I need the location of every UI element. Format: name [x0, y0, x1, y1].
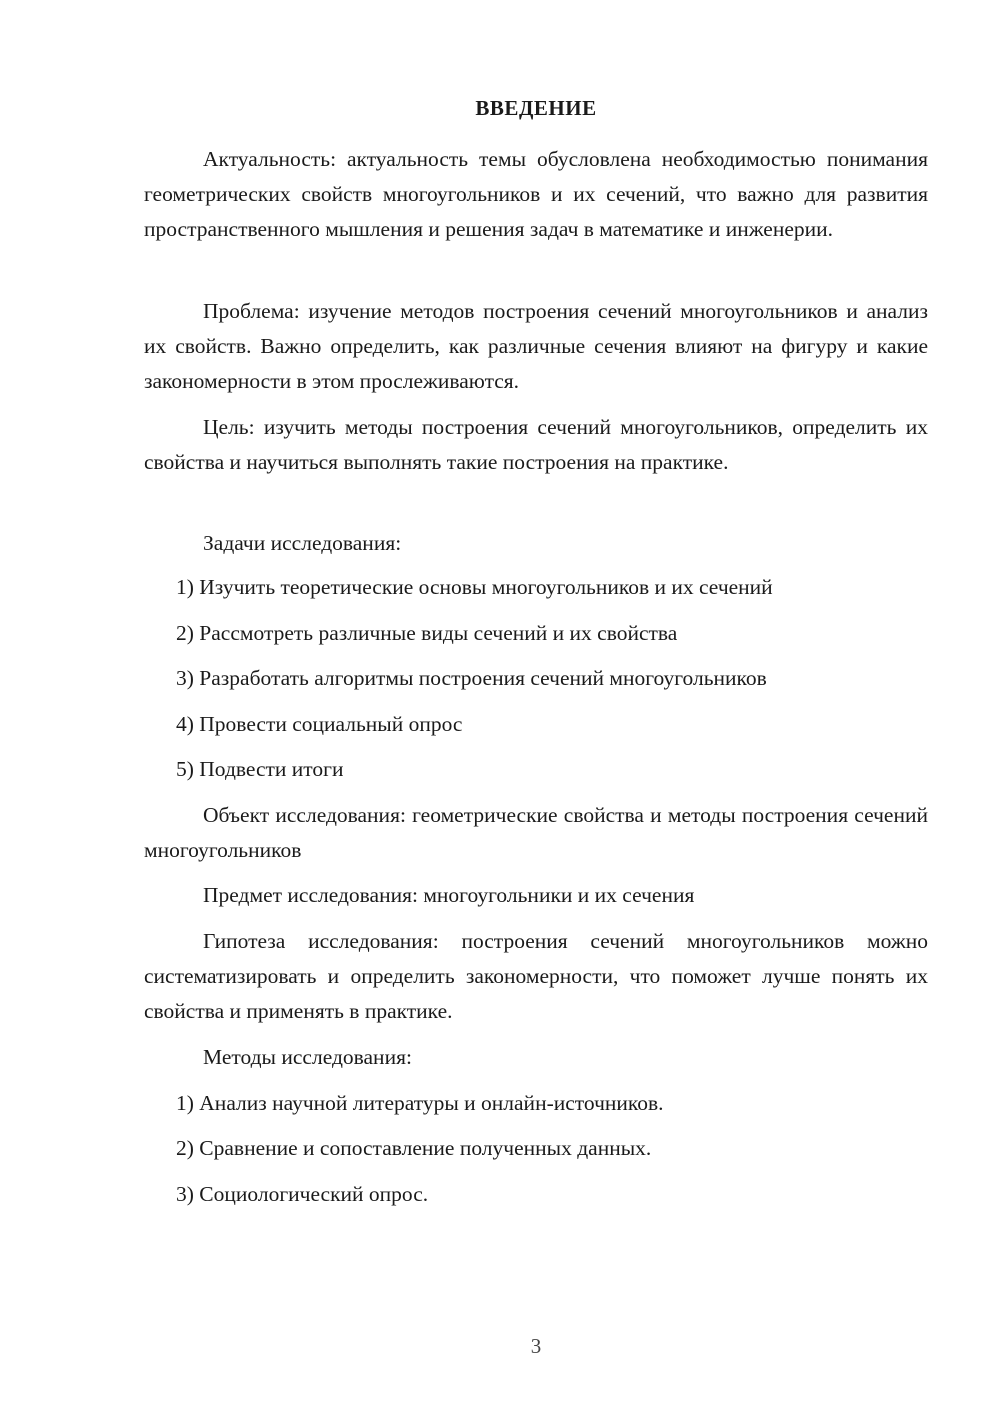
section-heading: ВВЕДЕНИЕ: [475, 96, 597, 120]
subject-paragraph: Предмет исследования: многоугольники и их сечения: [203, 883, 695, 907]
method-item-1: 1) Анализ научной литературы и онлайн-источников.: [176, 1091, 664, 1115]
methods-title: Методы исследования:: [203, 1045, 412, 1069]
task-item-5: 5) Подвести итоги: [176, 757, 344, 781]
object-paragraph: Объект исследования: геометрические свойства и методы построения сечений многоугольников: [144, 803, 928, 862]
task-item-2: 2) Рассмотреть различные виды сечений и их свойства: [176, 621, 678, 645]
method-item-3: 3) Социологический опрос.: [176, 1182, 429, 1206]
task-item-1: 1) Изучить теоретические основы многоугольников и их сечений: [176, 575, 773, 599]
task-item-4: 4) Провести социальный опрос: [176, 712, 463, 736]
problem-paragraph: Проблема: изучение методов построения сечений многоугольников и анализ их свойств. Важно определить, как различные сечения влияют на фигуру и какие закономерности в этом прослеживаются.: [144, 299, 928, 393]
method-item-2: 2) Сравнение и сопоставление полученных данных.: [176, 1136, 652, 1160]
goal-paragraph: Цель: изучить методы построения сечений многоугольников, определить их свойства и научиться выполнять такие построения на практике.: [144, 415, 928, 474]
tasks-title: Задачи исследования:: [203, 531, 402, 555]
relevance-paragraph: Актуальность: актуальность темы обусловлена необходимостью понимания геометрических свойств многоугольников и их сечений, что важно для развития пространственного мышления и решения задач в математике и инженерии.: [144, 147, 928, 241]
page-number: 3: [530, 1334, 542, 1358]
task-item-3: 3) Разработать алгоритмы построения сечений многоугольников: [176, 666, 767, 690]
hypothesis-paragraph: Гипотеза исследования: построения сечений многоугольников можно систематизировать и определить закономерности, что поможет лучше понять их свойства и применять в практике.: [144, 929, 928, 1023]
